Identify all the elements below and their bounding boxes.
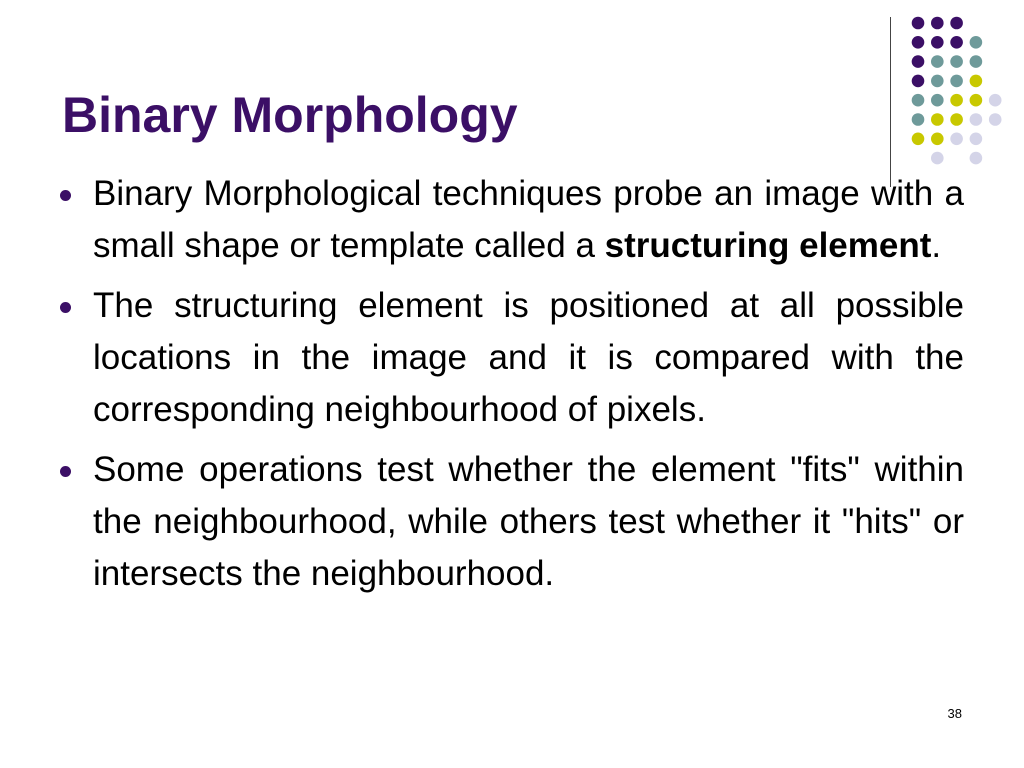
decorative-dot	[970, 152, 983, 165]
decorative-dot	[970, 55, 983, 68]
bullet-text-end: .	[931, 226, 942, 265]
decorative-dot	[912, 94, 925, 107]
bullet-item	[60, 444, 964, 600]
decorative-dot	[931, 36, 944, 49]
decorative-dot	[912, 75, 925, 88]
decorative-dot	[950, 55, 963, 68]
decorative-dot	[950, 75, 963, 88]
decorative-dot	[950, 113, 963, 126]
decorative-dot	[912, 133, 925, 146]
decorative-dot	[931, 133, 944, 146]
bullet-text: The structuring element is positioned at all possible locations in the image and it is compared with the corresponding neighbourhood of pixels.	[93, 286, 964, 429]
decorative-dot	[950, 36, 963, 49]
decorative-dot	[989, 94, 1002, 107]
decorative-dot	[931, 113, 944, 126]
decorative-dot	[970, 94, 983, 107]
decorative-dot	[950, 94, 963, 107]
decorative-dot	[912, 55, 925, 68]
decorative-dot	[931, 94, 944, 107]
decorative-dot	[970, 113, 983, 126]
bullet-bold-term: structuring element	[604, 226, 932, 265]
decorative-dot	[950, 17, 963, 30]
decorative-dot	[931, 75, 944, 88]
decorative-dot	[931, 17, 944, 30]
bullet-list	[60, 168, 964, 608]
decorative-dot	[912, 17, 925, 30]
slide-title: Binary Morphology	[62, 87, 518, 143]
bullet-icon	[60, 466, 71, 477]
decorative-dot	[989, 113, 1002, 126]
decorative-dot	[931, 152, 944, 165]
decorative-dot	[970, 75, 983, 88]
bullet-icon	[60, 302, 71, 313]
bullet-icon	[60, 190, 71, 201]
bullet-item	[60, 280, 964, 436]
decorative-dot	[912, 36, 925, 49]
decorative-dot	[970, 133, 983, 146]
decorative-dot	[912, 113, 925, 126]
bullet-text: Some operations test whether the element "fits" within the neighbourhood, while others test whether it "hits" or intersects the neighbourhood.	[93, 450, 964, 593]
decorative-dot	[970, 36, 983, 49]
bullet-text: Binary Morphological techniques probe an image with a small shape or template called a	[93, 174, 964, 265]
bullet-item	[60, 168, 964, 272]
decorative-dot	[931, 55, 944, 68]
decorative-vertical-divider	[890, 17, 891, 187]
page-number: 38	[947, 706, 962, 721]
decorative-dot	[950, 133, 963, 146]
